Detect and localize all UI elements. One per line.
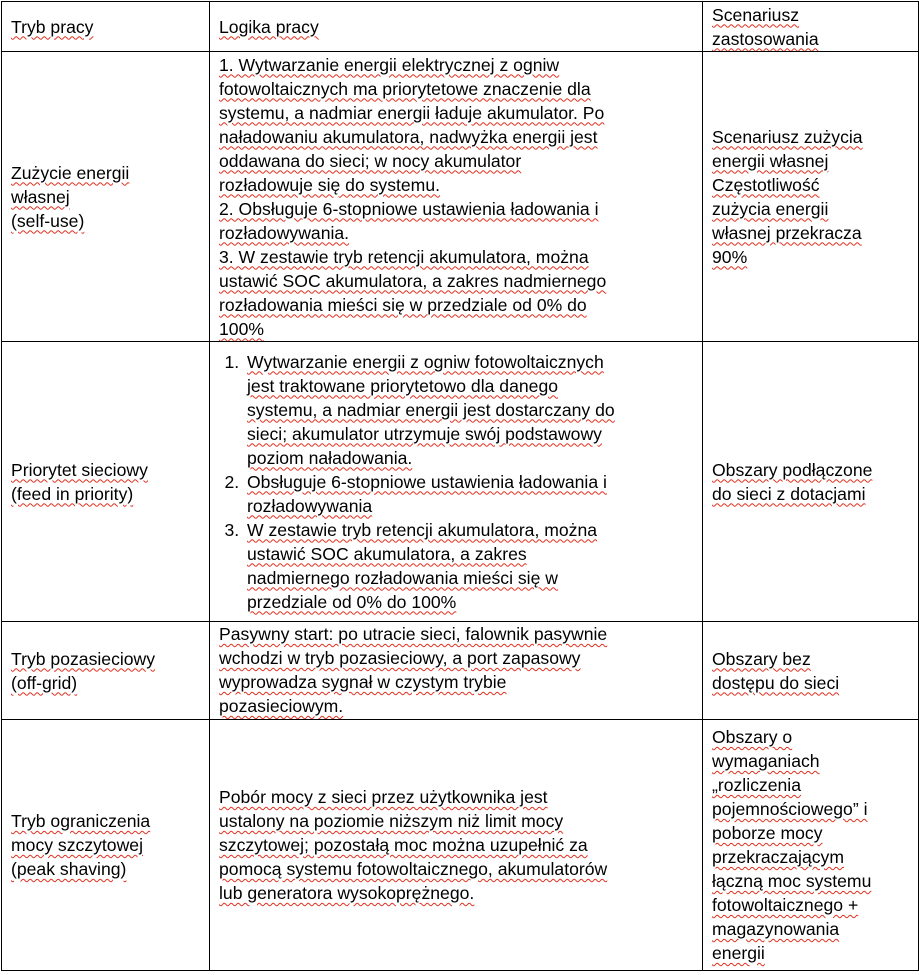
list-item-text-line: jest traktowane priorytetowo dla danego xyxy=(247,375,559,396)
list-item-text-line: poziom naładowania. xyxy=(247,447,413,468)
table-row xyxy=(2,52,919,342)
list-item-text-line: 2. Obsługuje 6-stopniowe ustawienia ładowania i xyxy=(247,471,607,492)
cell-text-line: fotowoltaicznych ma priorytetowe znaczenie dla xyxy=(219,78,591,99)
cell-text-line: pomocą systemu fotowoltaicznego, akumulatorów xyxy=(219,859,608,879)
scenario-cell xyxy=(703,342,919,622)
cell-text-line: magazynowania xyxy=(712,919,840,939)
cell-text-line: ustalony na poziomie niższym niż limit mocy xyxy=(219,811,564,831)
cell-text-line: systemu, a nadmiar energii ładuje akumulator. Po xyxy=(219,102,605,123)
cell-text-line: Częstotliwość xyxy=(712,174,820,195)
mode-cell xyxy=(2,720,210,971)
header-cell-mode xyxy=(2,2,210,52)
list-item-text-line: rozładowywania xyxy=(247,495,373,516)
list-item xyxy=(244,518,693,614)
header-mode-text: Tryb pracy xyxy=(11,16,94,37)
cell-text-line: rozładowania mieści się w przedziale od 0% do xyxy=(219,294,587,315)
cell-text-line: zużycia energii xyxy=(712,198,829,219)
list-item-text-line: 3. W zestawie tryb retencji akumulatora, można xyxy=(247,519,598,540)
cell-text-line: wchodzi w tryb pozasieciowy, a port zapasowy xyxy=(219,648,581,668)
cell-text-line: 100% xyxy=(219,318,264,339)
list-item-text-line: nadmiernego rozładowania mieści się w xyxy=(247,567,558,588)
cell-text-line: pozasieciowym. xyxy=(219,696,344,716)
cell-text-line: poborze mocy xyxy=(712,823,823,843)
cell-text-line: 1. Wytwarzanie energii elektrycznej z ogniw xyxy=(219,54,560,75)
cell-text-line: do sieci z dotacjami xyxy=(712,483,866,504)
cell-text-line: ustawić SOC akumulatora, a zakres nadmiernego xyxy=(219,270,607,291)
list-item xyxy=(244,470,693,518)
cell-text-line: Pobór mocy z sieci przez użytkownika jest xyxy=(219,787,548,807)
cell-text-line: (feed in priority) xyxy=(11,483,134,504)
cell-text-line: lub generatora wysokoprężnego. xyxy=(219,883,475,903)
cell-text-line: 90% xyxy=(712,246,748,267)
scenario-cell xyxy=(703,622,919,720)
scenario-cell xyxy=(703,720,919,971)
cell-text-line: oddawana do sieci; w nocy akumulator xyxy=(219,150,522,171)
scenario-cell xyxy=(703,52,919,342)
cell-text-line: Priorytet sieciowy xyxy=(11,459,148,480)
header-logic-text: Logika pracy xyxy=(219,16,319,37)
mode-cell xyxy=(2,342,210,622)
list-item-text-line: przedziale od 0% do 100% xyxy=(247,591,457,612)
list-item-text-line: 1. Wytwarzanie energii z ogniw fotowoltaicznych xyxy=(247,351,604,372)
header-cell-scenario xyxy=(703,2,919,52)
logic-cell xyxy=(210,720,703,971)
cell-text-line: „rozliczenia xyxy=(712,775,801,795)
table-row xyxy=(2,720,919,971)
cell-text-line: naładowaniu akumulatora, nadwyżka energii jest xyxy=(219,126,598,147)
cell-text-line: energii własnej xyxy=(712,150,829,171)
header-row xyxy=(2,2,919,52)
cell-text-line: szczytowej; pozostałą moc można uzupełnić za xyxy=(219,835,588,855)
cell-text-line: rozładowuje się do systemu. xyxy=(219,174,441,195)
cell-text-line: wymaganiach xyxy=(712,751,820,771)
cell-text-line: własnej przekracza xyxy=(712,222,862,243)
logic-cell xyxy=(210,342,703,622)
list-item xyxy=(244,350,693,470)
cell-text-line: Tryb ograniczenia xyxy=(11,811,151,831)
cell-text-line: (off-grid) xyxy=(11,672,78,693)
cell-text-line: Tryb pozasieciowy xyxy=(11,648,156,669)
cell-text-line: własnej xyxy=(11,186,70,207)
logic-list xyxy=(219,350,693,614)
cell-text-line: (self-use) xyxy=(11,210,85,231)
header-scenario-text: Scenariusz zastosowania xyxy=(712,4,819,49)
table-row xyxy=(2,622,919,720)
table-row xyxy=(2,342,919,622)
cell-text-line: Obszary o xyxy=(712,727,793,747)
cell-text-line: rozładowywania. xyxy=(219,222,350,243)
cell-text-line: pojemnościowego” i xyxy=(712,799,868,819)
logic-cell xyxy=(210,622,703,720)
mode-cell xyxy=(2,52,210,342)
cell-text-line: dostępu do sieci xyxy=(712,672,840,693)
list-item-text-line: ustawić SOC akumulatora, a zakres xyxy=(247,543,527,564)
cell-text-line: 3. W zestawie tryb retencji akumulatora, można xyxy=(219,246,589,267)
cell-text-line: Obszary podłączone xyxy=(712,459,873,480)
mode-cell xyxy=(2,622,210,720)
cell-text-line: łączną moc systemu xyxy=(712,871,872,891)
cell-text-line: 2. Obsługuje 6-stopniowe ustawienia ładowania i xyxy=(219,198,599,219)
list-item-text-line: systemu, a nadmiar energii jest dostarczany do xyxy=(247,399,615,420)
cell-text-line: wyprowadza sygnał w czystym trybie xyxy=(219,672,507,692)
list-item-text-line: sieci; akumulator utrzymuje swój podstawowy xyxy=(247,423,602,444)
cell-text-line: (peak shaving) xyxy=(11,859,127,879)
logic-cell xyxy=(210,52,703,342)
cell-text-line: energii xyxy=(712,943,765,963)
cell-text-line: fotowoltaicznego + xyxy=(712,895,859,915)
work-modes-table xyxy=(1,1,919,971)
cell-text-line: Obszary bez xyxy=(712,648,811,669)
cell-text-line: Zużycie energii xyxy=(11,162,130,183)
cell-text-line: mocy szczytowej xyxy=(11,835,143,855)
cell-text-line: Scenariusz zużycia xyxy=(712,126,863,147)
cell-text-line: Pasywny start: po utracie sieci, falownik pasywnie xyxy=(219,624,608,644)
cell-text-line: przekraczającym xyxy=(712,847,844,867)
header-cell-logic xyxy=(210,2,703,52)
